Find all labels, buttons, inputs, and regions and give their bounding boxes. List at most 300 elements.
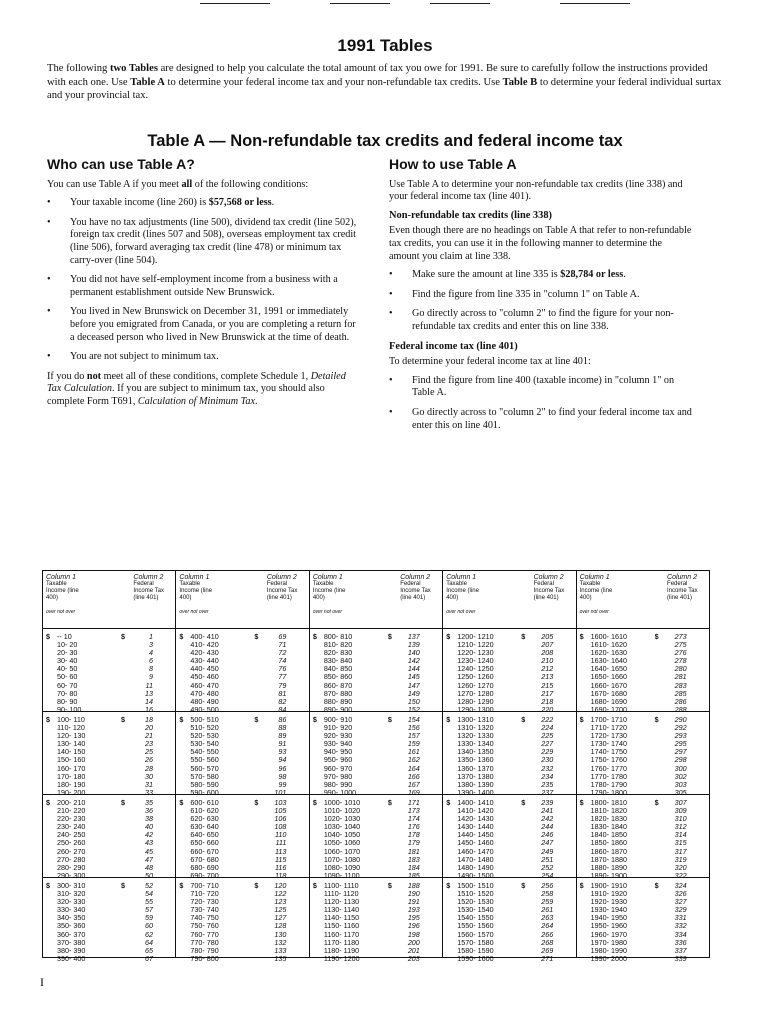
tax-value: 45 [145, 846, 153, 856]
income-range: 170- 180 [57, 771, 86, 781]
income-range: 1250- 1260 [457, 672, 494, 682]
tax-values [394, 716, 420, 797]
income-range: 1290- 1300 [457, 704, 494, 714]
income-range: 1850- 1860 [590, 838, 627, 848]
tax-values [260, 633, 286, 714]
income-range: 390- 400 [57, 953, 86, 963]
tax-value: 21 [145, 731, 153, 741]
tax-value: 79 [278, 680, 287, 690]
tax-value: 67 [145, 953, 153, 963]
tax-value: 264 [541, 921, 554, 931]
income-range: 1890- 1900 [590, 870, 627, 880]
tax-value: 190 [407, 889, 420, 899]
income-range: 160- 170 [57, 763, 86, 773]
tax-value: 315 [674, 838, 687, 848]
income-range: 1080- 1090 [323, 862, 361, 872]
column-1-label: Column 1 [579, 574, 610, 581]
dollar-sign: $ [46, 715, 50, 724]
tax-values [127, 716, 153, 797]
tax-value: 292 [674, 723, 687, 733]
income-ranges [591, 716, 639, 797]
column-2-sub: Federal Income Tax (line 401) [667, 581, 698, 601]
tax-value: 317 [674, 846, 687, 856]
tax-value: 166 [407, 771, 420, 781]
tax-value: 18 [145, 715, 153, 724]
income-range: 130- 140 [57, 739, 86, 749]
tax-value: 71 [278, 640, 287, 650]
tax-value: 110 [274, 830, 287, 840]
tax-value: 227 [541, 739, 554, 749]
income-range: 510- 520 [190, 723, 219, 733]
tax-value: 132 [274, 937, 287, 947]
top-rule [430, 3, 490, 4]
income-range: 1440- 1450 [457, 830, 494, 840]
tax-values [394, 799, 420, 880]
tax-value: 52 [145, 881, 153, 890]
income-range: 910- 920 [323, 723, 353, 733]
income-range: 1590- 1600 [457, 953, 494, 963]
income-range: 1950- 1960 [590, 921, 627, 931]
tax-value: 20 [145, 723, 153, 733]
column-1-sub: Taxable Income (line 400) [46, 581, 79, 601]
income-range: 1000- 1010 [323, 798, 361, 807]
income-range: 600- 610 [190, 798, 219, 807]
tax-value: 269 [541, 945, 554, 955]
income-range: 380- 390 [57, 945, 86, 955]
tax-value: 297 [674, 747, 687, 757]
tax-value: 13 [145, 688, 153, 698]
tax-value: 93 [278, 747, 287, 757]
tax-value: 235 [541, 779, 554, 789]
top-rule [330, 3, 390, 4]
dollar-sign: $ [46, 798, 50, 807]
top-rule [560, 3, 630, 4]
income-range: 1300- 1310 [457, 715, 494, 724]
tax-value: 200 [407, 937, 420, 947]
tax-value: 312 [674, 822, 687, 832]
income-range: 1010- 1020 [323, 806, 361, 816]
tax-value: 77 [278, 672, 287, 682]
tax-value: 201 [407, 945, 420, 955]
income-range: 470- 480 [190, 688, 219, 698]
income-range: 240- 250 [57, 830, 86, 840]
tax-value: 268 [541, 937, 554, 947]
tax-value: 295 [674, 739, 687, 749]
income-ranges [190, 799, 238, 880]
tax-value: 74 [278, 656, 287, 666]
income-range: 1690- 1700 [590, 704, 627, 714]
tax-value: 302 [674, 771, 687, 781]
income-range: 680- 690 [190, 862, 219, 872]
column-2-sub: Federal Income Tax (line 401) [133, 581, 164, 601]
income-range: 1580- 1590 [457, 945, 494, 955]
income-range: 650- 660 [190, 838, 219, 848]
tax-value: 196 [407, 921, 420, 931]
income-range: 1270- 1280 [457, 688, 494, 698]
tax-values [527, 799, 553, 880]
income-range: 740- 750 [190, 913, 219, 923]
income-range: 1150- 1160 [323, 921, 360, 931]
income-range: 1780- 1790 [590, 779, 627, 789]
dollar-sign: $ [446, 881, 451, 890]
tax-values [661, 716, 687, 797]
income-range: 1160- 1170 [323, 929, 360, 939]
income-range: 1640- 1650 [590, 664, 627, 674]
income-range: 560- 570 [190, 763, 219, 773]
tax-value: 239 [541, 798, 554, 807]
income-range: 1190- 1200 [323, 953, 360, 963]
tax-value: 337 [674, 945, 687, 955]
income-range: 1920- 1930 [590, 897, 627, 907]
tax-value: 230 [541, 755, 554, 765]
dollar-sign: $ [121, 715, 125, 724]
list-item: • You are not subject to minimum tax. [47, 351, 357, 364]
tax-values [527, 882, 553, 963]
tax-value: 164 [407, 763, 420, 773]
tax-value: 103 [274, 798, 287, 807]
income-range: 1770- 1780 [590, 771, 627, 781]
tax-value: 142 [407, 656, 420, 666]
tax-value: 205 [541, 632, 554, 641]
over-not-over-label: over not over [446, 609, 476, 615]
tax-values [127, 633, 153, 714]
tax-value: 123 [274, 897, 287, 907]
income-ranges [591, 633, 639, 714]
income-range: 1330- 1340 [457, 739, 494, 749]
tax-value: 293 [674, 731, 687, 741]
table-block [176, 878, 308, 963]
income-range: 1650- 1660 [590, 672, 627, 682]
income-range: 1360- 1370 [457, 763, 494, 773]
tax-value: 94 [278, 755, 287, 765]
tax-value: 195 [407, 913, 420, 923]
income-range: 1380- 1390 [457, 779, 494, 789]
tax-value: 35 [145, 798, 153, 807]
dollar-sign: $ [654, 798, 659, 807]
table-block [43, 878, 175, 963]
income-range: 770- 780 [190, 937, 219, 947]
tax-value: 64 [145, 937, 153, 947]
income-ranges [324, 799, 372, 880]
income-range: 1910- 1920 [590, 889, 627, 899]
tax-value: 288 [674, 704, 687, 714]
tax-value: 320 [674, 862, 687, 872]
tax-values [394, 882, 420, 963]
tax-value: 62 [145, 929, 153, 939]
dollar-sign: $ [387, 632, 392, 641]
tax-value: 161 [407, 747, 420, 757]
tax-value: 162 [407, 755, 420, 765]
paragraph: If you do not meet all of these conditions, complete Schedule 1, Detailed Tax Calculation. If you are subject to minimum tax, you should also complete Form T691, Calculation of Minimum Tax. [47, 370, 346, 407]
tax-value: 218 [541, 696, 554, 706]
tax-value: 193 [407, 905, 420, 915]
income-range: 1110- 1120 [323, 889, 359, 899]
tax-value: 127 [274, 913, 287, 923]
dollar-sign: $ [579, 881, 584, 890]
tax-value: 111 [275, 838, 287, 848]
income-range: 370- 380 [57, 937, 86, 947]
income-range: 150- 160 [57, 755, 86, 765]
income-range: 1260- 1270 [457, 680, 494, 690]
tax-table [42, 570, 710, 963]
income-range: 1510- 1520 [457, 889, 494, 899]
table-column-header [310, 571, 442, 629]
income-range: 420- 430 [190, 648, 219, 658]
table-column [309, 571, 442, 963]
tax-value: 26 [145, 755, 153, 765]
subheading: Federal income tax (line 401) [389, 340, 518, 352]
income-range: 1240- 1250 [457, 664, 494, 674]
dollar-sign: $ [387, 881, 392, 890]
tax-value: 261 [541, 905, 554, 915]
income-range: 830- 840 [323, 656, 353, 666]
tax-value: 237 [541, 787, 554, 797]
tax-value: 332 [674, 921, 687, 931]
tax-value: 88 [278, 723, 287, 733]
column-1-sub: Taxable Income (line 400) [579, 581, 613, 601]
income-range: 610- 620 [190, 806, 219, 816]
column-2-sub: Federal Income Tax (line 401) [533, 581, 565, 601]
income-range: 800- 810 [323, 632, 353, 641]
table-a-title: Table A — Non-refundable tax credits and federal income tax [147, 132, 623, 150]
dollar-sign: $ [446, 632, 451, 641]
income-range: 970- 980 [323, 771, 353, 781]
income-range: 1130- 1140 [323, 905, 360, 915]
tax-value: 169 [407, 787, 420, 797]
tax-value: 174 [407, 814, 420, 824]
dollar-sign: $ [179, 798, 184, 807]
tax-value: 14 [145, 696, 153, 706]
income-range: 1740- 1750 [590, 747, 627, 757]
tax-value: 258 [541, 889, 554, 899]
tax-values [127, 882, 153, 963]
dollar-sign: $ [387, 715, 392, 724]
income-range: 140- 150 [57, 747, 86, 757]
income-range: 710- 720 [190, 889, 219, 899]
list-item: • Find the figure from line 400 (taxable income) in "column 1" on Table A. [389, 375, 694, 400]
tax-value: 331 [674, 913, 687, 923]
list-item: • Go directly across to "column 2" to find the figure for your non-refundable tax credits and enter this on line 338. [389, 308, 694, 333]
tax-values [661, 882, 687, 963]
tax-value: 322 [674, 870, 687, 880]
page-title: 1991 Tables [337, 36, 433, 55]
income-range: 1520- 1530 [457, 897, 494, 907]
tax-value: 275 [674, 640, 687, 650]
top-rule [200, 3, 270, 4]
income-range: 350- 360 [57, 921, 86, 931]
income-range: 250- 260 [57, 838, 86, 848]
tax-value: 252 [541, 862, 554, 872]
dollar-sign: $ [312, 715, 317, 724]
income-range: 1720- 1730 [590, 731, 627, 741]
who-can-use-section [47, 158, 357, 415]
income-range: 180- 190 [57, 779, 86, 789]
income-range: 1420- 1430 [457, 814, 494, 824]
income-range: 1900- 1910 [590, 881, 627, 890]
income-range: 20- 30 [57, 648, 78, 658]
table-column-header [443, 571, 575, 629]
tax-value: 101 [274, 787, 287, 797]
tax-value: 247 [541, 838, 554, 848]
income-range: 1620- 1630 [590, 648, 627, 658]
income-range: 1470- 1480 [457, 854, 494, 864]
tax-value: 72 [278, 648, 287, 658]
dollar-sign: $ [312, 798, 317, 807]
tax-value: 28 [145, 763, 153, 773]
income-range: 520- 530 [190, 731, 219, 741]
income-range: 780- 790 [190, 945, 219, 955]
income-range: 340- 350 [57, 913, 86, 923]
income-range: 330- 340 [57, 905, 86, 915]
list-item: • You did not have self-employment income from a business with a permanent establishment outside New Brunswick. [47, 274, 357, 299]
tax-values [527, 633, 553, 714]
tax-value: 246 [541, 830, 554, 840]
income-range: 100- 110 [57, 715, 85, 724]
tax-value: 339 [674, 953, 687, 963]
tax-value: 122 [274, 889, 287, 899]
income-range: 1710- 1720 [590, 723, 627, 733]
tax-value: 178 [407, 830, 420, 840]
income-range: 1410- 1420 [457, 806, 494, 816]
tax-value: 307 [674, 798, 687, 807]
dollar-sign: $ [179, 632, 184, 641]
income-range: 1030- 1040 [323, 822, 361, 832]
tax-value: 310 [674, 814, 687, 824]
table-block [577, 712, 709, 795]
income-ranges [57, 799, 105, 880]
income-range: 1400- 1410 [457, 798, 494, 807]
income-range: 1860- 1870 [590, 846, 627, 856]
income-ranges [591, 799, 639, 880]
tax-value: 69 [278, 632, 287, 641]
income-range: 1930- 1940 [590, 905, 627, 915]
income-range: 310- 320 [57, 889, 86, 899]
tax-value: 47 [145, 854, 153, 864]
income-range: 1200- 1210 [457, 632, 494, 641]
dollar-sign: $ [179, 881, 184, 890]
tax-value: 300 [674, 763, 687, 773]
income-range: 980- 990 [323, 779, 353, 789]
tax-value: 278 [674, 656, 687, 666]
tax-value: 84 [278, 704, 287, 714]
income-range: 200- 210 [57, 798, 86, 807]
tax-value: 179 [407, 838, 420, 848]
tax-value: 8 [149, 664, 153, 674]
table-column [576, 571, 709, 963]
income-range: 690- 700 [190, 870, 219, 880]
column-1-sub: Taxable Income (line 400) [312, 581, 346, 601]
tax-value: 42 [145, 830, 153, 840]
tax-values [661, 799, 687, 880]
tax-value: 11 [145, 680, 153, 690]
income-range: 1730- 1740 [590, 739, 627, 749]
table-block [310, 878, 442, 963]
table-block [310, 795, 442, 878]
income-range: 1570- 1580 [457, 937, 494, 947]
tax-value: 298 [674, 755, 687, 765]
table-column [43, 571, 175, 963]
tax-value: 191 [407, 897, 420, 907]
income-range: 1760- 1770 [590, 763, 627, 773]
income-range: 640- 650 [190, 830, 219, 840]
tax-value: 244 [541, 822, 554, 832]
tax-value: 326 [674, 889, 687, 899]
tax-value: 327 [674, 897, 687, 907]
tax-value: 171 [407, 798, 420, 807]
income-range: 660- 670 [190, 846, 219, 856]
income-range: 110- 120 [57, 723, 85, 733]
income-range: 1630- 1640 [590, 656, 627, 666]
tax-value: 96 [278, 763, 287, 773]
how-to-use-section [389, 158, 694, 439]
income-range: 850- 860 [323, 672, 353, 682]
dollar-sign: $ [312, 632, 317, 641]
income-range: 1040- 1050 [323, 830, 361, 840]
tax-value: 57 [145, 905, 153, 915]
tax-value: 116 [274, 862, 287, 872]
income-range: 10- 20 [57, 640, 78, 650]
table-block [577, 629, 709, 712]
tax-value: 259 [541, 897, 554, 907]
income-range: 1310- 1320 [457, 723, 494, 733]
income-range: 1870- 1880 [590, 854, 627, 864]
list-item: • Make sure the amount at line 335 is $28,784 or less. [389, 269, 694, 282]
table-block [577, 878, 709, 963]
tax-value: 184 [407, 862, 420, 872]
tax-value: 314 [674, 830, 687, 840]
dollar-sign: $ [46, 881, 50, 890]
table-column [442, 571, 575, 963]
column-2-sub: Federal Income Tax (line 401) [400, 581, 431, 601]
income-range: 990- 1000 [323, 787, 357, 797]
income-range: 60- 70 [57, 680, 78, 690]
income-range: 1230- 1240 [457, 656, 494, 666]
column-2-label: Column 2 [400, 574, 431, 581]
income-range: 1210- 1220 [457, 640, 494, 650]
income-range: 1500- 1510 [457, 881, 494, 890]
income-range: 620- 630 [190, 814, 219, 824]
income-range: 40- 50 [57, 664, 78, 674]
dollar-sign: $ [254, 715, 259, 724]
tax-value: 135 [274, 953, 287, 963]
tax-value: 91 [278, 739, 287, 749]
income-range: 1100- 1110 [323, 881, 359, 890]
tax-value: 217 [541, 688, 554, 698]
tax-value: 43 [145, 838, 153, 848]
income-range: 730- 740 [190, 905, 219, 915]
column-2-label: Column 2 [667, 574, 697, 581]
over-not-over-label: over not over [179, 609, 209, 615]
column-2-label: Column 2 [266, 574, 297, 581]
tax-value: 154 [407, 715, 420, 724]
income-range: 940- 950 [323, 747, 353, 757]
income-range: 920- 930 [323, 731, 353, 741]
tax-value: 139 [407, 640, 420, 650]
income-range: 1170- 1180 [323, 937, 360, 947]
dollar-sign: $ [521, 881, 526, 890]
column-2-label: Column 2 [533, 574, 564, 581]
income-range: 260- 270 [57, 846, 86, 856]
income-range: 760- 770 [190, 929, 219, 939]
tax-value: 263 [541, 913, 554, 923]
section-heading: Who can use Table A? [47, 156, 195, 172]
tax-value: 273 [674, 632, 687, 641]
tax-value: 40 [145, 822, 153, 832]
paragraph: Use Table A to determine your non-refundable tax credits (line 338) and your federal income tax (line 401). [389, 178, 683, 203]
income-range: 1490- 1500 [457, 870, 494, 880]
tax-value: 156 [407, 723, 420, 733]
list-item: • You have no tax adjustments (line 500), dividend tax credit (line 502), foreign tax credit (lines 507 and 508), overseas employment tax credit (line 506), forward averaging tax credit (line 478) or minimum tax carry-over (line 504). [47, 217, 357, 267]
